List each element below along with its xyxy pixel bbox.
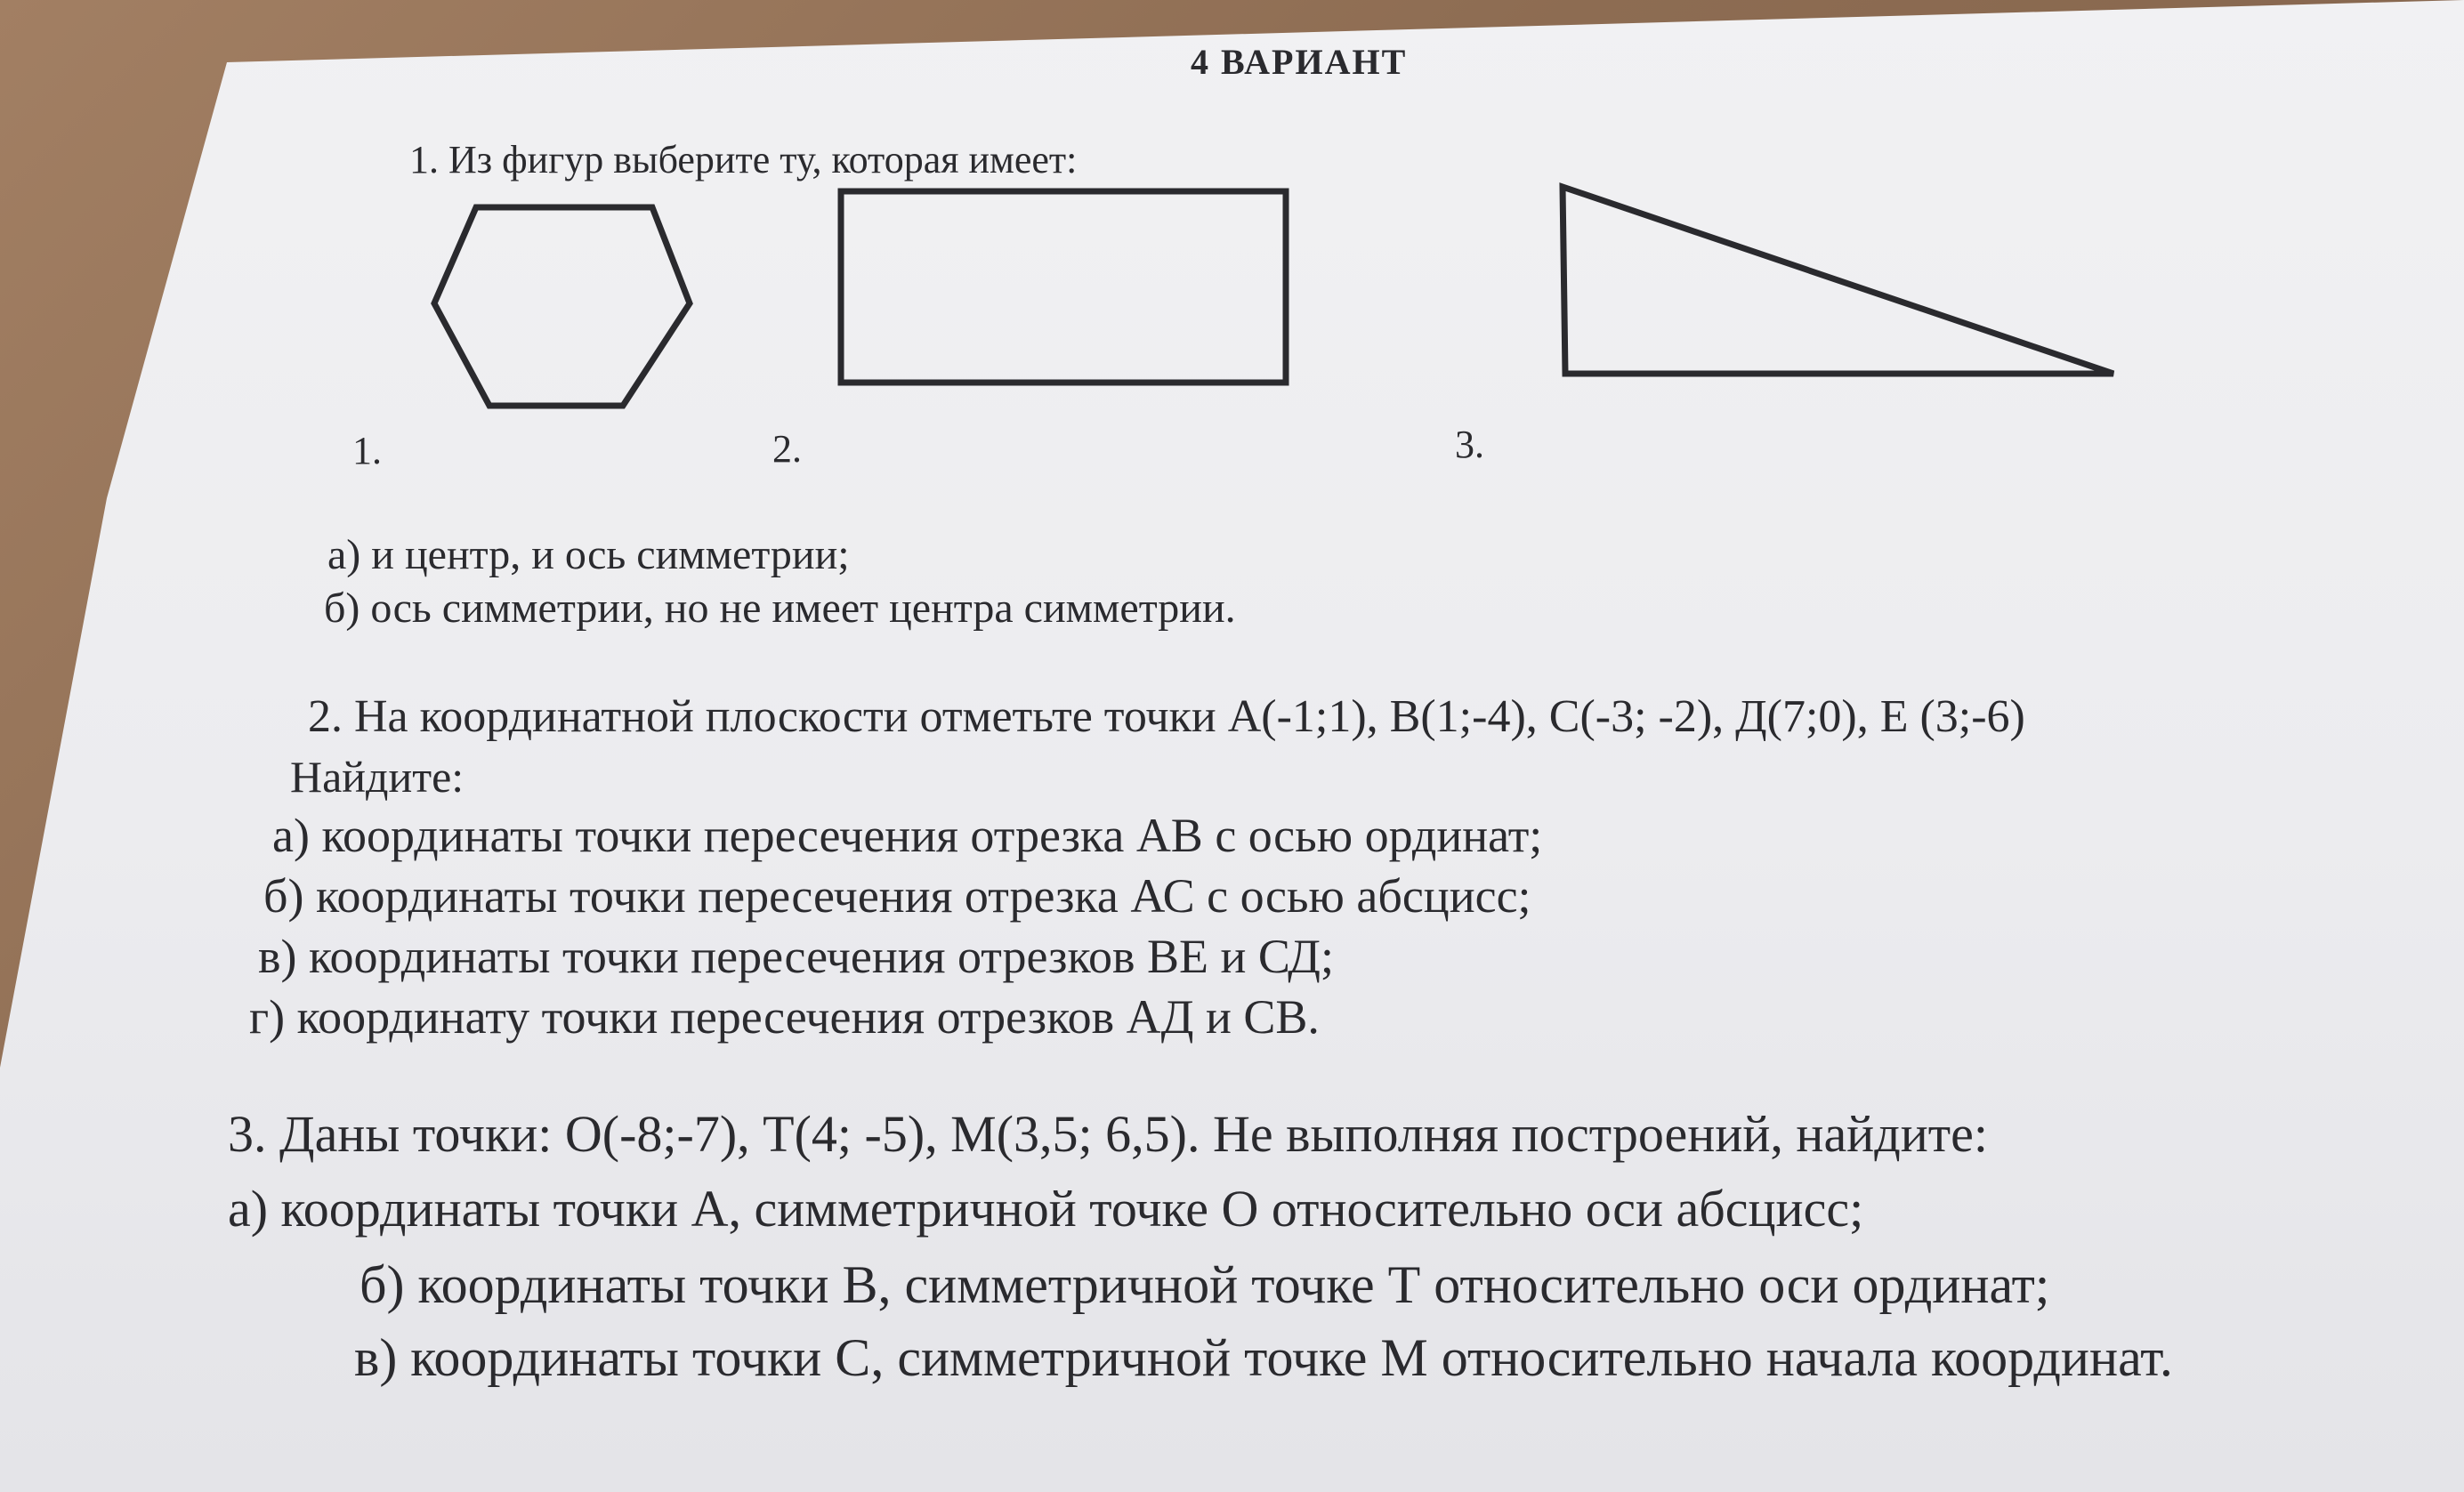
task2-prompt: 2. На координатной плоскости отметьте точки А(-1;1), В(1;-4), С(-3; -2), Д(7;0), Е (3;-6) [308, 691, 2025, 742]
task1-option-b: б) ось симметрии, но не имеет центра симметрии. [324, 585, 1236, 632]
task2-item-a: а) координаты точки пересечения отрезка АВ с осью ординат; [272, 809, 1543, 862]
task3-item-b: б) координаты точки В, симметричной точке Т относительно оси ординат; [360, 1255, 2050, 1314]
task1-option-a: а) и центр, и ось симметрии; [327, 531, 850, 578]
task3-item-a: а) координаты точки А, симметричной точке О относительно оси абсцисс; [228, 1180, 1864, 1238]
task2-item-g: г) координату точки пересечения отрезков АД и СВ. [249, 990, 1320, 1044]
task2-item-v: в) координаты точки пересечения отрезков ВЕ и СД; [258, 930, 1335, 983]
hexagon-figure [434, 207, 690, 406]
task3-prompt: 3. Даны точки: О(-8;-7), Т(4; -5), М(3,5; 6,5). Не выполняя построений, найдите: [228, 1105, 1988, 1163]
variant-title: 4 ВАРИАНТ [1191, 42, 1408, 82]
right-triangle-figure [1563, 187, 2113, 374]
task2-item-b: б) координаты точки пересечения отрезка АС с осью абсцисс; [263, 869, 1531, 923]
rectangle-figure [841, 191, 1286, 383]
task1-prompt: 1. Из фигур выберите ту, которая имеет: [409, 138, 1078, 181]
task3-item-v: в) координаты точки С, симметричной точке М относительно начала координат. [354, 1328, 2173, 1387]
figure-label-2: 2. [772, 427, 802, 471]
figure-label-3: 3. [1455, 423, 1484, 466]
task2-find-label: Найдите: [290, 752, 465, 802]
figure-label-1: 1. [352, 429, 382, 472]
